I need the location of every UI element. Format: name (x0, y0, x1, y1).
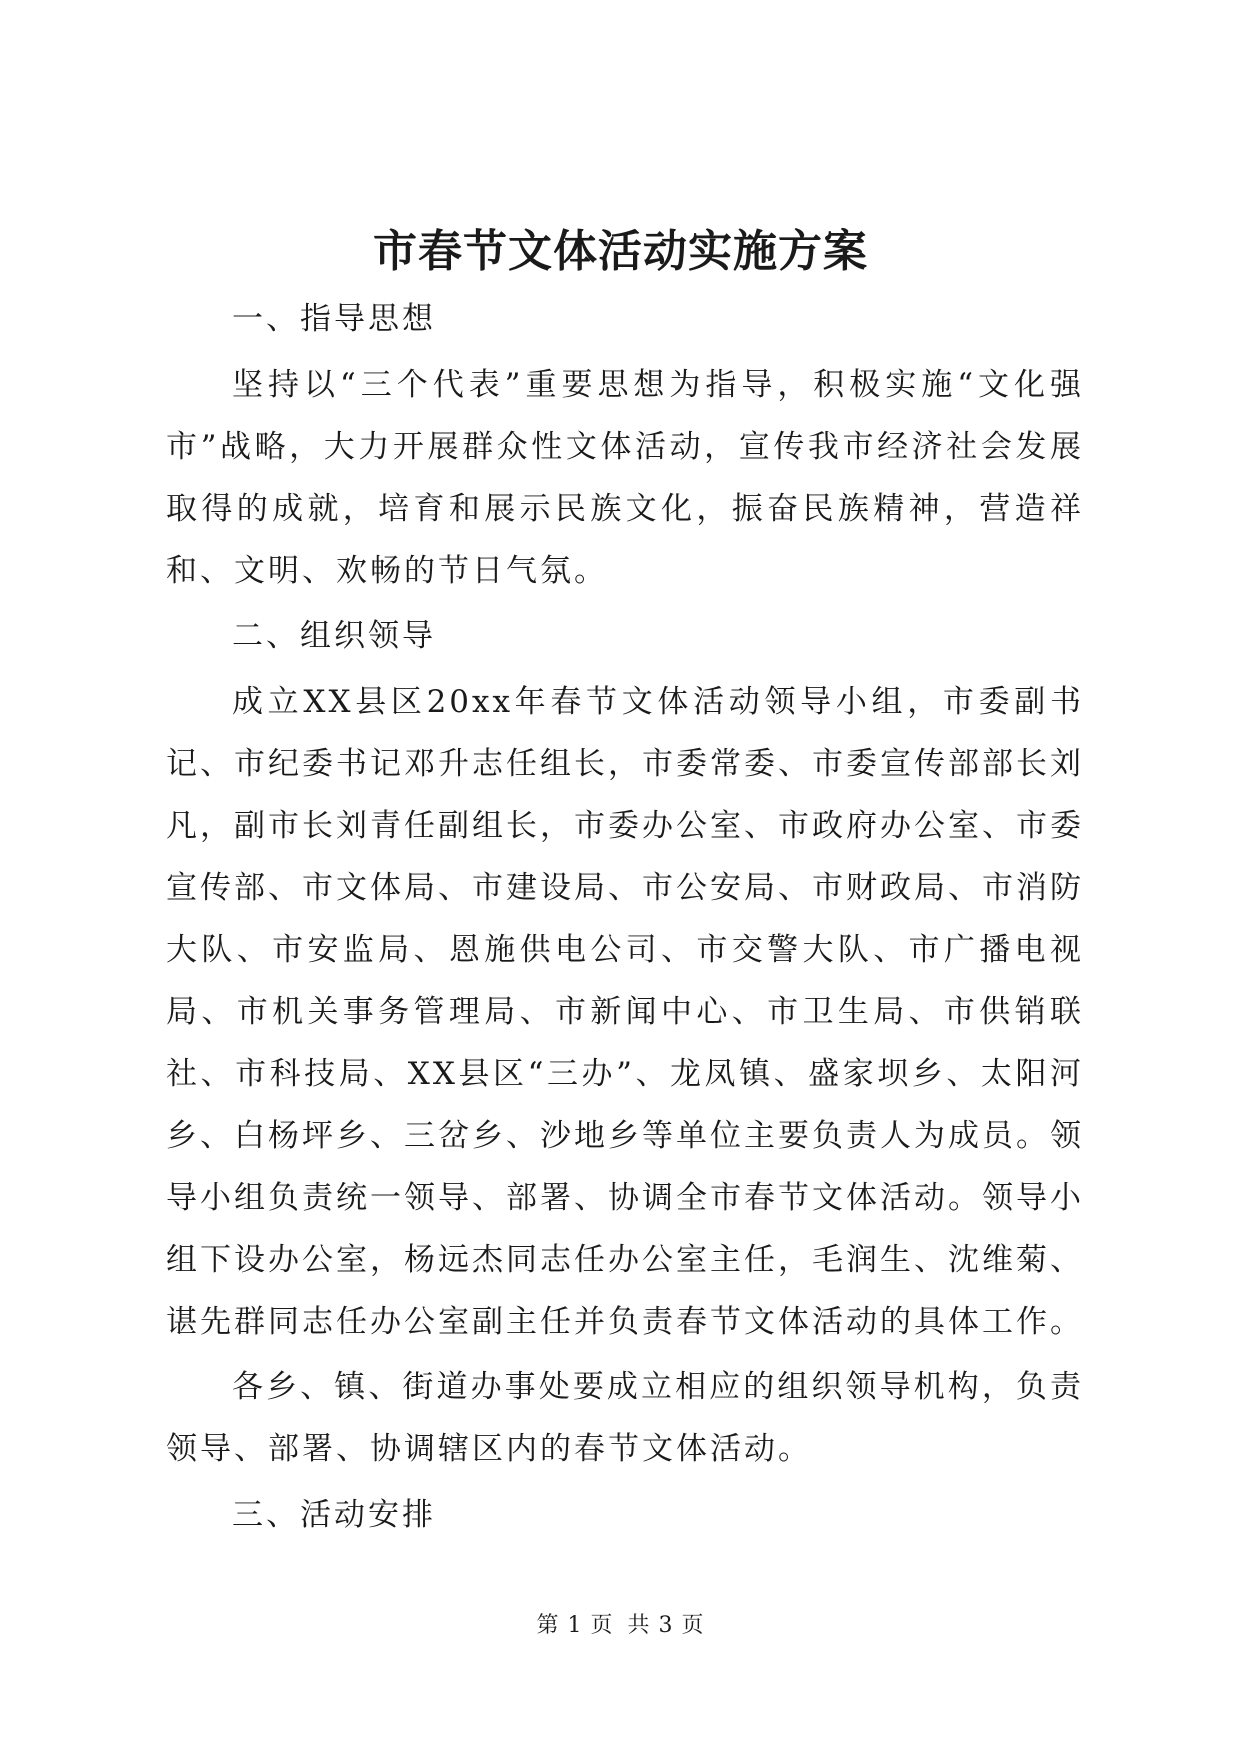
page-total: 共 3 页 (627, 1613, 705, 1638)
section-heading: 一、指导思想 (232, 301, 436, 337)
page-number: 第 1 页 (536, 1613, 614, 1638)
paragraph: 坚持以“三个代表”重要思想为指导，积极实施“文化强市”战略，大力开展群众性文体活动，宣传我市经济社会发展取得的成就，培育和展示民族文化，振奋民族精神，营造祥和、文明、欢畅的节日气氛。 (166, 366, 1084, 589)
document-body (166, 288, 1084, 1550)
section-heading: 二、组织领导 (232, 618, 436, 655)
paragraph: 各乡、镇、街道办事处要成立相应的组织领导机构，负责领导、部署、协调辖区内的春节文体活动。 (166, 1369, 1084, 1468)
page-footer (0, 1608, 1241, 1639)
section-heading: 三、活动安排 (232, 1496, 436, 1533)
page-title: 市春节文体活动实施方案 (373, 226, 868, 277)
paragraph: 成立XX县区20xx年春节文体活动领导小组，市委副书记、市纪委书记邓升志任组长，市委常委、市委宣传部部长刘凡，副市长刘青任副组长，市委办公室、市政府办公室、市委宣传部、市文体局、市建设局、市公安局、市财政局、市消防大队、市安监局、恩施供电公司、市交警大队、市广播电视局、市机关事务管理局、市新闻中心、市卫生局、市供销联社、市科技局、XX县区“三办”、龙凤镇、盛家坝乡、太阳河乡、白杨坪乡、三岔乡、沙地乡等单位主要负责人为成员。领导小组负责统一领导、部署、协调全市春节文体活动。领导小组下设办公室，杨远杰同志任办公室主任，毛润生、沈维菊、谌先群同志任办公室副主任并负责春节文体活动的具体工作。 (166, 683, 1084, 1340)
